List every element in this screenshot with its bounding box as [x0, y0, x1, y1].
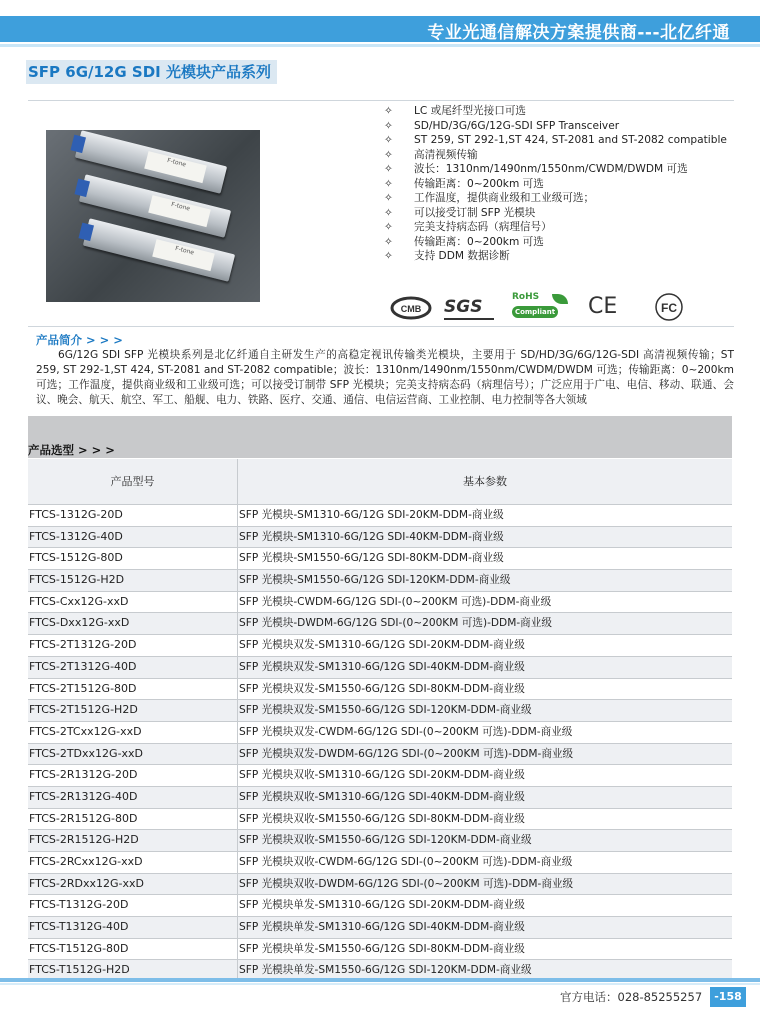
params-cell: SFP 光模块双收-SM1550-6G/12G SDI-120KM-DDM-商业级: [239, 834, 532, 847]
params-cell: SFP 光模块单发-SM1550-6G/12G SDI-120KM-DDM-商业级: [239, 964, 532, 977]
model-cell: FTCS-2T1312G-20D: [28, 635, 238, 656]
table-row: [28, 895, 732, 917]
model-cell: FTCS-T1512G-H2D: [28, 960, 238, 981]
model-cell: FTCS-2R1312G-20D: [28, 765, 238, 786]
feature-text: ST 259, ST 292-1,ST 424, ST-2081 and ST-2082 compatible: [414, 134, 727, 146]
table-row: [28, 657, 732, 679]
feature-text: SD/HD/3G/6G/12G-SDI SFP Transceiver: [414, 119, 620, 132]
certification-logos: [390, 292, 700, 322]
banner-title: 专业光通信解决方案提供商---北亿纤通: [427, 23, 730, 43]
column-header-params: 基本参数: [463, 475, 507, 488]
feature-item: [384, 249, 734, 264]
divider: [28, 100, 734, 101]
table-row: [28, 635, 732, 657]
model-cell: FTCS-2R1312G-40D: [28, 787, 238, 808]
feature-text: LC 或尾纤型光接口可选: [414, 105, 527, 117]
params-cell: SFP 光模块-SM1310-6G/12G SDI-40KM-DDM-商业级: [239, 530, 504, 543]
rohs-logo: [512, 292, 570, 322]
cmb-text: CMB: [400, 304, 422, 314]
column-header-model: 产品型号: [28, 459, 238, 504]
sgs-logo: SGS: [444, 292, 494, 320]
model-cell: FTCS-2R1512G-80D: [28, 809, 238, 830]
table-row: [28, 939, 732, 961]
feature-list: [384, 104, 734, 264]
fc-logo: [652, 292, 686, 322]
params-cell: SFP 光模块单发-SM1550-6G/12G SDI-80KM-DDM-商业级: [239, 942, 525, 955]
diamond-star-icon: ✧: [384, 119, 393, 132]
rohs-text: RoHS: [512, 292, 540, 302]
module-label: F-tone: [148, 195, 211, 227]
feature-item: [384, 191, 734, 206]
params-cell: SFP 光模块双收-SM1310-6G/12G SDI-20KM-DDM-商业级: [239, 769, 525, 782]
params-cell: SFP 光模块双发-SM1550-6G/12G SDI-80KM-DDM-商业级: [239, 682, 525, 695]
intro-heading: 产品简介 > > >: [36, 333, 123, 347]
model-cell: FTCS-2RDxx12G-xxD: [28, 874, 238, 895]
table-row: [28, 765, 732, 787]
params-cell: SFP 光模块单发-SM1310-6G/12G SDI-40KM-DDM-商业级: [239, 921, 525, 934]
selection-heading: 产品选型 > > >: [28, 443, 115, 457]
header-underline: [0, 44, 760, 47]
params-cell: SFP 光模块双发-CWDM-6G/12G SDI-(0~200KM 可选)-DDM-商业级: [239, 725, 573, 738]
footer-rule: [0, 983, 760, 985]
feature-item: [384, 220, 734, 235]
diamond-star-icon: ✧: [384, 235, 393, 248]
diamond-star-icon: ✧: [384, 206, 393, 219]
params-cell: SFP 光模块双发-DWDM-6G/12G SDI-(0~200KM 可选)-DDM-商业级: [239, 747, 574, 760]
table-header: [28, 459, 732, 505]
rohs-compliant: Compliant: [512, 306, 558, 318]
model-cell: FTCS-2T1312G-40D: [28, 657, 238, 678]
model-cell: FTCS-2TCxx12G-xxD: [28, 722, 238, 743]
feature-text: 工作温度，提供商业级和工业级可选；: [414, 192, 595, 204]
module-label: F-tone: [152, 239, 215, 271]
diamond-star-icon: ✧: [384, 163, 393, 175]
params-cell: SFP 光模块双收-SM1310-6G/12G SDI-40KM-DDM-商业级: [239, 790, 525, 803]
intro-paragraph: 6G/12G SDI SFP 光模块系列是北亿纤通自主研发生产的高稳定视讯传输类光模块，主要用于 SD/HD/3G/6G/12G-SDI 高清视频传输；ST 259, ST 292-1,ST 424, ST-2081 and ST-2082 compatible；波长：1310nm/1490nm/1550nm/CWDM/DWDM 可选；传输距离：0~200km 可选；工作温度，提供商业级和工业级可选；可以接受订制带 SFP 光模块；完美支持病态码（病理信号）；广泛应用于广电、电信、移动、联通、会议、晚会、航天、航空、军工、船舰、电力、铁路、医疗、交通、通信、电信运营商、工业控制、电力控制等各大领域: [36, 349, 734, 406]
feature-item: [384, 148, 734, 163]
params-cell: SFP 光模块单发-SM1310-6G/12G SDI-20KM-DDM-商业级: [239, 899, 525, 912]
feature-text: 完美支持病态码（病理信号）: [414, 221, 552, 233]
diamond-star-icon: ✧: [384, 105, 393, 117]
model-cell: FTCS-T1312G-40D: [28, 917, 238, 938]
page-title: SFP 6G/12G SDI 光模块产品系列: [26, 60, 277, 84]
params-cell: SFP 光模块-DWDM-6G/12G SDI-(0~200KM 可选)-DDM-商业级: [239, 617, 552, 630]
feature-text: 高清视频传输: [414, 148, 478, 161]
table-row: [28, 722, 732, 744]
table-row: [28, 744, 732, 766]
table-row: [28, 527, 732, 549]
model-cell: FTCS-1312G-20D: [28, 505, 238, 526]
feature-item: [384, 133, 734, 148]
model-cell: FTCS-2T1512G-80D: [28, 679, 238, 700]
model-cell: FTCS-1512G-80D: [28, 548, 238, 569]
feature-item: [384, 235, 734, 250]
footer-rule: [0, 978, 760, 982]
model-cell: FTCS-1312G-40D: [28, 527, 238, 548]
table-row: [28, 917, 732, 939]
params-cell: SFP 光模块-SM1550-6G/12G SDI-120KM-DDM-商业级: [239, 574, 511, 587]
ce-logo: CE: [588, 294, 618, 319]
model-cell: FTCS-T1312G-20D: [28, 895, 238, 916]
feature-item: [384, 104, 734, 119]
divider: [28, 326, 734, 327]
feature-text: 波长：1310nm/1490nm/1550nm/CWDM/DWDM 可选: [414, 163, 688, 175]
header-banner: [0, 16, 760, 42]
table-body: [28, 505, 732, 982]
table-row: [28, 548, 732, 570]
selection-band: [28, 416, 732, 458]
table-row: [28, 679, 732, 701]
cmb-logo: [390, 292, 432, 322]
feature-item: [384, 177, 734, 192]
model-cell: FTCS-T1512G-80D: [28, 939, 238, 960]
params-cell: SFP 光模块双发-SM1550-6G/12G SDI-120KM-DDM-商业级: [239, 704, 532, 717]
diamond-star-icon: ✧: [384, 192, 393, 204]
page-number: -158: [710, 987, 746, 1007]
table-row: [28, 592, 732, 614]
leaf-icon: [552, 294, 568, 304]
model-cell: FTCS-Cxx12G-xxD: [28, 592, 238, 613]
feature-text: 可以接受订制 SFP 光模块: [414, 206, 536, 219]
module-label: F-tone: [144, 151, 207, 183]
table-row: [28, 700, 732, 722]
table-row: [28, 874, 732, 896]
model-cell: FTCS-2R1512G-H2D: [28, 830, 238, 851]
feature-text: 传输距离：0~200km 可选: [414, 177, 544, 190]
product-table: [28, 459, 732, 982]
params-cell: SFP 光模块-CWDM-6G/12G SDI-(0~200KM 可选)-DDM-商业级: [239, 595, 552, 608]
model-cell: FTCS-Dxx12G-xxD: [28, 613, 238, 634]
table-row: [28, 830, 732, 852]
params-cell: SFP 光模块双收-SM1550-6G/12G SDI-80KM-DDM-商业级: [239, 812, 525, 825]
table-row: [28, 852, 732, 874]
diamond-star-icon: ✧: [384, 221, 393, 233]
table-row: [28, 570, 732, 592]
feature-item: [384, 206, 734, 221]
diamond-star-icon: ✧: [384, 177, 393, 190]
diamond-star-icon: ✧: [384, 250, 393, 262]
params-cell: SFP 光模块双发-SM1310-6G/12G SDI-40KM-DDM-商业级: [239, 660, 525, 673]
footer-phone: 官方电话：028-85255257: [560, 990, 703, 1004]
feature-text: 传输距离：0~200km 可选: [414, 235, 544, 248]
diamond-star-icon: ✧: [384, 148, 393, 161]
table-row: [28, 505, 732, 527]
table-row: [28, 787, 732, 809]
params-cell: SFP 光模块-SM1310-6G/12G SDI-20KM-DDM-商业级: [239, 509, 504, 521]
feature-item: [384, 162, 734, 177]
table-row: [28, 809, 732, 831]
params-cell: SFP 光模块双收-CWDM-6G/12G SDI-(0~200KM 可选)-DDM-商业级: [239, 856, 573, 868]
feature-item: [384, 119, 734, 134]
product-photo: [46, 130, 260, 302]
model-cell: FTCS-2RCxx12G-xxD: [28, 852, 238, 873]
diamond-star-icon: ✧: [384, 134, 393, 146]
params-cell: SFP 光模块双发-SM1310-6G/12G SDI-20KM-DDM-商业级: [239, 639, 525, 652]
model-cell: FTCS-2T1512G-H2D: [28, 700, 238, 721]
params-cell: SFP 光模块-SM1550-6G/12G SDI-80KM-DDM-商业级: [239, 552, 504, 565]
table-row: [28, 613, 732, 635]
params-cell: SFP 光模块双收-DWDM-6G/12G SDI-(0~200KM 可选)-DDM-商业级: [239, 877, 574, 890]
model-cell: FTCS-2TDxx12G-xxD: [28, 744, 238, 765]
model-cell: FTCS-1512G-H2D: [28, 570, 238, 591]
feature-text: 支持 DDM 数据诊断: [414, 250, 510, 262]
fc-text: FC: [661, 301, 677, 315]
